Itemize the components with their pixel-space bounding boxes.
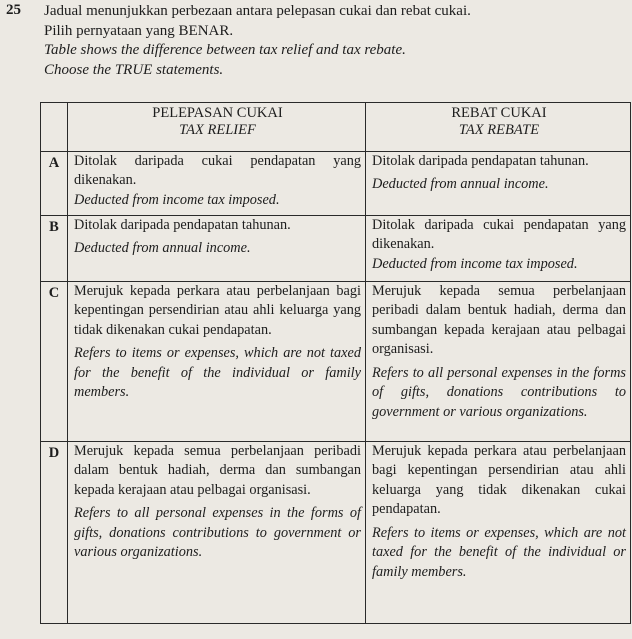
stem-english: Table shows the difference between tax relief and tax rebate. <box>44 42 406 58</box>
header-tax-relief <box>68 103 366 152</box>
rebate-en: Deducted from income tax imposed. <box>372 255 578 272</box>
rebate-ms: Merujuk kepada semua perbelanjaan peribadi dalam bentuk hadiah, derma dan sumbangan kepada kerajaan atau pelbagai organisasi. <box>372 282 626 358</box>
header-tax-rebate <box>366 103 631 152</box>
stem-malay: Jadual menunjukkan perbezaan antara pelepasan cukai dan rebat cukai. <box>44 3 471 19</box>
question-stem <box>44 2 624 80</box>
header-rebate-ms: REBAT CUKAI <box>451 105 547 121</box>
relief-en: Deducted from annual income. <box>74 240 251 257</box>
relief-ms: Merujuk kepada perkara atau perbelanjaan bagi kepentingan persendirian atau ahli keluarga yang tidak dikenakan cukai pendapatan. <box>74 282 361 338</box>
relief-en: Refers to items or expenses, which are not taxed for the benefit of the individual or family members. <box>74 345 361 401</box>
table-row <box>41 215 631 281</box>
comparison-table <box>40 102 631 624</box>
rebate-cell <box>366 281 631 441</box>
rebate-ms: Merujuk kepada perkara atau perbelanjaan bagi kepentingan persendirian atau ahli keluarga yang tidak dikenakan cukai pendapatan. <box>372 442 626 518</box>
header-relief-en: TAX RELIEF <box>179 122 256 138</box>
table-header-row <box>41 103 631 152</box>
instruction-malay: Pilih pernyataan yang BENAR. <box>44 22 234 39</box>
rebate-ms: Ditolak daripada pendapatan tahunan. <box>372 152 589 169</box>
row-label: B <box>41 215 68 281</box>
relief-en: Refers to all personal expenses in the forms of gifts, donations contributions to government or various organizations. <box>74 505 361 561</box>
question-number: 25 <box>6 2 21 18</box>
relief-ms: Merujuk kepada semua perbelanjaan peribadi dalam bentuk hadiah, derma dan sumbangan kepada kerajaan atau pelbagai organisasi. <box>74 442 361 498</box>
table-row <box>41 151 631 215</box>
rebate-en: Refers to all personal expenses in the forms of gifts, donations contributions to government or various organizations. <box>372 364 626 420</box>
relief-cell <box>68 281 366 441</box>
relief-ms: Ditolak daripada cukai pendapatan yang dikenakan. <box>74 152 361 189</box>
instruction-english: Choose the TRUE statements. <box>44 61 224 78</box>
rebate-en: Refers to items or expenses, which are not taxed for the benefit of the individual or family members. <box>372 524 626 580</box>
relief-en: Deducted from income tax imposed. <box>74 191 280 208</box>
relief-cell <box>68 215 366 281</box>
row-label: C <box>41 281 68 441</box>
header-relief-ms: PELEPASAN CUKAI <box>152 105 283 121</box>
rebate-cell <box>366 151 631 215</box>
header-label-cell <box>41 103 68 152</box>
rebate-cell <box>366 215 631 281</box>
row-label: D <box>41 441 68 623</box>
relief-cell <box>68 441 366 623</box>
rebate-ms: Ditolak daripada cukai pendapatan yang dikenakan. <box>372 216 626 253</box>
row-label: A <box>41 151 68 215</box>
table-row <box>41 441 631 623</box>
rebate-cell <box>366 441 631 623</box>
table-row <box>41 281 631 441</box>
relief-ms: Ditolak daripada pendapatan tahunan. <box>74 216 291 233</box>
rebate-en: Deducted from annual income. <box>372 176 549 193</box>
relief-cell <box>68 151 366 215</box>
header-rebate-en: TAX REBATE <box>458 122 540 138</box>
